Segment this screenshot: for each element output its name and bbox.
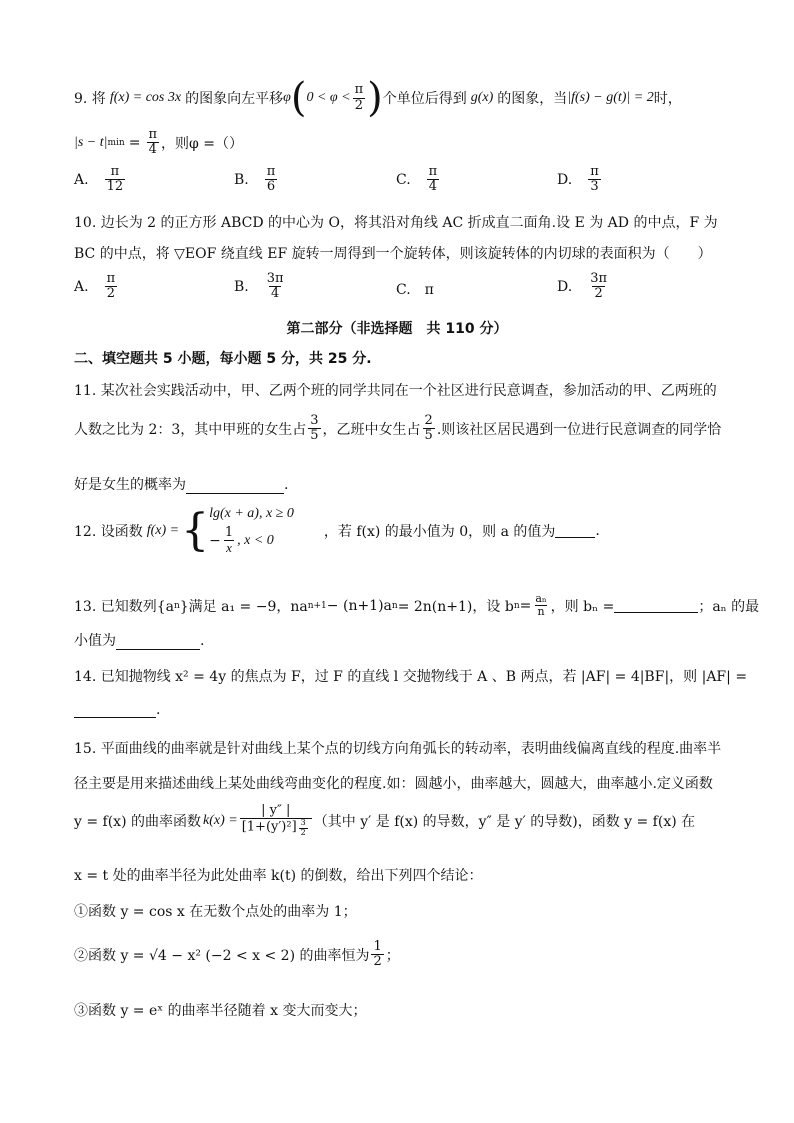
q9-option-a-den: 12 <box>106 179 124 195</box>
q12-case2-tail: , x < 0 <box>237 532 274 548</box>
q15-k-left: k(x) = <box>203 812 238 828</box>
q13-sub-c: n <box>391 600 398 611</box>
q11-frac1-den: 5 <box>310 428 319 444</box>
q13-frac-num: aₙ <box>535 592 547 605</box>
q12-answer-blank[interactable] <box>555 523 595 538</box>
q9-eq: = <box>128 134 141 151</box>
q11-line3 <box>74 474 288 494</box>
q9-option-d-label: D. <box>557 171 573 188</box>
q10-option-c-text: π <box>424 282 434 298</box>
q15-c2-den: 2 <box>373 954 382 970</box>
q9-option-b-label: B. <box>234 171 249 188</box>
q15-conclusion-1: ①函数 y = cos x 在无数个点处的曲率为 1； <box>74 904 357 920</box>
q13-answer-blank-1[interactable] <box>614 598 698 613</box>
q12-case2 <box>209 526 294 556</box>
q10-option-b-den: 4 <box>271 286 280 302</box>
q10-option-b[interactable] <box>234 272 288 302</box>
q10-option-c-label: C. <box>396 282 411 298</box>
q9-min-frac <box>146 128 159 158</box>
q11-text-b: ，乙班中女生占 <box>322 421 421 438</box>
q9-option-b-num: π <box>266 164 276 179</box>
q9-cond: 0 < φ < <box>306 90 351 105</box>
q9-option-c-den: 4 <box>428 179 438 195</box>
q10-option-d-den: 2 <box>594 286 603 302</box>
q10-option-a-num: π <box>106 271 116 286</box>
q9-line2 <box>74 128 243 158</box>
q12-brace: { <box>181 504 210 556</box>
q10-option-a[interactable] <box>74 272 119 302</box>
q10-option-d[interactable] <box>557 272 611 302</box>
q9-gx: g(x) <box>470 90 494 105</box>
q9-min-den: 4 <box>148 142 157 158</box>
q14-line1: 14. 已知抛物线 x² = 4y 的焦点为 F，过 F 的直线 l 交抛物线于 A 、B 两点，若 |AF| = 4|BF|，则 |AF| = <box>74 669 748 685</box>
q15-k-den <box>240 818 312 838</box>
q11-frac2-den: 5 <box>424 428 433 444</box>
q9-paren-right: ) <box>367 75 383 121</box>
q15-line4: x = t 处的曲率半径为此处曲率 k(t) 的倒数，给出下列四个结论： <box>74 868 483 884</box>
q9-option-a-num: π <box>110 164 120 179</box>
q9-option-c-num: π <box>428 164 438 179</box>
section-title: 二、填空题共 5 小题，每小题 5 分，共 25 分. <box>74 351 372 367</box>
q15-text-b: （其中 y′ 是 f(x) 的导数，y″ 是 y′ 的导数)，函数 y = f(x) 在 <box>313 813 696 830</box>
q12-cases <box>209 506 294 556</box>
q9-option-d[interactable] <box>557 165 603 195</box>
q12-case2-num: 1 <box>224 525 234 540</box>
q10-option-b-label: B. <box>234 278 249 295</box>
q15-c2-end: ； <box>385 947 400 964</box>
q9-option-b-den: 6 <box>266 179 276 195</box>
q12-fx: f(x) = <box>146 522 180 538</box>
q12-prefix: 12. 设函数 <box>74 523 143 540</box>
q10-option-a-label: A. <box>74 278 89 295</box>
q15-text-a: y = f(x) 的曲率函数 <box>74 813 201 830</box>
q12-suffix: ，若 f(x) 的最小值为 0，则 a 的值为 <box>323 523 556 540</box>
q11-text-c: .则该社区居民遇到一位进行民意调查的同学恰 <box>436 421 722 438</box>
q10-option-b-num: 3π <box>266 271 284 286</box>
q14-answer-blank[interactable] <box>74 703 156 718</box>
q13-text-c: − (n+1)a <box>326 597 392 614</box>
q14-end: . <box>156 702 161 718</box>
q9-option-d-den: 3 <box>590 179 599 195</box>
q13-answer-blank-2[interactable] <box>116 635 200 650</box>
q12-case2-den: x <box>226 540 232 556</box>
q9-phi: φ <box>283 90 291 105</box>
q12-end: . <box>595 522 600 539</box>
q11-answer-blank[interactable] <box>186 479 284 494</box>
q14-line2 <box>74 702 160 718</box>
q9-fx: f(x) = cos 3x <box>109 90 182 105</box>
q13-text-a: 13. 已知数列{a <box>74 598 174 615</box>
q11-text-d: 好是女生的概率为 <box>74 477 186 493</box>
q9-min: |s − t| <box>74 134 108 150</box>
q11-frac1-num: 3 <box>310 413 319 428</box>
q15-line3 <box>74 804 695 838</box>
q11-frac2-num: 2 <box>424 413 433 428</box>
q9-option-d-num: π <box>590 164 599 179</box>
q9-text1: 的图象向左平移 <box>185 91 284 107</box>
q15-c2-text: ②函数 y = √4 − x² (−2 < x < 2) 的曲率恒为 <box>74 947 370 964</box>
q10-option-c[interactable] <box>396 282 434 298</box>
q15-k-exp-num: 3 <box>300 818 306 828</box>
q12-case2-neg: − <box>209 532 221 549</box>
q15-k-den-base: [1+(y′)²] <box>241 819 297 835</box>
q13-text-b: }满足 a₁ = −9，na <box>179 598 308 615</box>
q9-cond-frac <box>353 83 366 113</box>
q9-option-c-label: C. <box>396 171 411 188</box>
q10-line1: 10. 边长为 2 的正方形 ABCD 的中心为 O，将其沿对角线 AC 折成直二面角.设 E 为 AD 的中点，F 为 <box>74 215 718 231</box>
q9-ask: ，则φ =（） <box>160 135 243 152</box>
q9-cond-den: 2 <box>354 97 363 113</box>
q15-k-num: | y″ | <box>261 803 291 818</box>
q13-text-d: = 2n(n+1)，设 b <box>397 598 514 615</box>
q9-paren-left: ( <box>290 75 307 121</box>
q12-case1: lg(x + a), x ≥ 0 <box>209 506 294 521</box>
q9-min-sub: min <box>107 137 125 148</box>
q13-line2 <box>74 630 204 650</box>
q9-cond-num: π <box>354 82 364 98</box>
q9-text4: 时， <box>653 91 682 107</box>
q9-option-b[interactable] <box>234 165 279 195</box>
q13-text-g: ；aₙ 的最 <box>698 598 760 615</box>
q9-option-c[interactable] <box>396 165 441 195</box>
q13-frac-den: n <box>537 605 545 619</box>
q15-c2-num: 1 <box>373 939 382 954</box>
q9-line1 <box>74 75 682 121</box>
part2-title: 第二部分（非选择题 共 110 分） <box>286 321 508 337</box>
q9-prefix: 9. 将 <box>74 91 106 107</box>
q13-text-f: ，则 bₙ = <box>550 598 615 615</box>
q9-text2: 个单位后得到 <box>382 91 467 107</box>
q13-sub-d: n <box>513 600 520 611</box>
q12-line <box>74 506 600 556</box>
q13-text-e: = <box>519 597 532 614</box>
q11-end: . <box>284 477 289 493</box>
q10-option-d-label: D. <box>557 278 573 295</box>
q10-option-a-den: 2 <box>106 286 115 302</box>
q9-option-a-label: A. <box>74 171 89 188</box>
q13-text-h: 小值为 <box>74 633 116 649</box>
q11-line2 <box>74 414 721 444</box>
q13-sub-b: n+1 <box>307 600 327 611</box>
q13-sub-a: n <box>173 600 180 611</box>
q11-text-a: 人数之比为 2：3，其中甲班的女生占 <box>74 421 307 438</box>
q13-line1 <box>74 593 759 618</box>
q15-conclusion-2 <box>74 940 400 970</box>
q9-text3: 的图象，当 <box>497 91 568 107</box>
q9-min-num: π <box>148 127 157 142</box>
q15-k-frac <box>240 804 312 838</box>
q15-conclusion-3: ③函数 y = eˣ 的曲率半径随着 x 变大而变大； <box>74 1003 367 1019</box>
q10-option-d-num: 3π <box>590 271 608 286</box>
q15-line2: 径主要是用来描述曲线上某处曲线弯曲变化的程度.如：圆越小，曲率越大，圆越大，曲率越小.定义函数 <box>74 776 713 792</box>
q15-line1: 15. 平面曲线的曲率就是针对曲线上某个点的切线方向角弧长的转动率，表明曲线偏离直线的程度.曲率半 <box>74 741 722 757</box>
q9-abs: |f(s) − g(t)| = 2 <box>567 90 654 105</box>
q13-end: . <box>200 633 205 649</box>
q10-line2: BC 的中点，将 ▽EOF 绕直线 EF 旋转一周得到一个旋转体，则该旋转体的内切球的表面积为（ ） <box>74 246 712 262</box>
q11-line1: 11. 某次社会实践活动中，甲、乙两个班的同学共同在一个社区进行民意调查，参加活动的甲、乙两班的 <box>74 383 717 399</box>
q15-k-exp-den: 2 <box>300 828 306 838</box>
q9-option-a[interactable] <box>74 165 127 195</box>
